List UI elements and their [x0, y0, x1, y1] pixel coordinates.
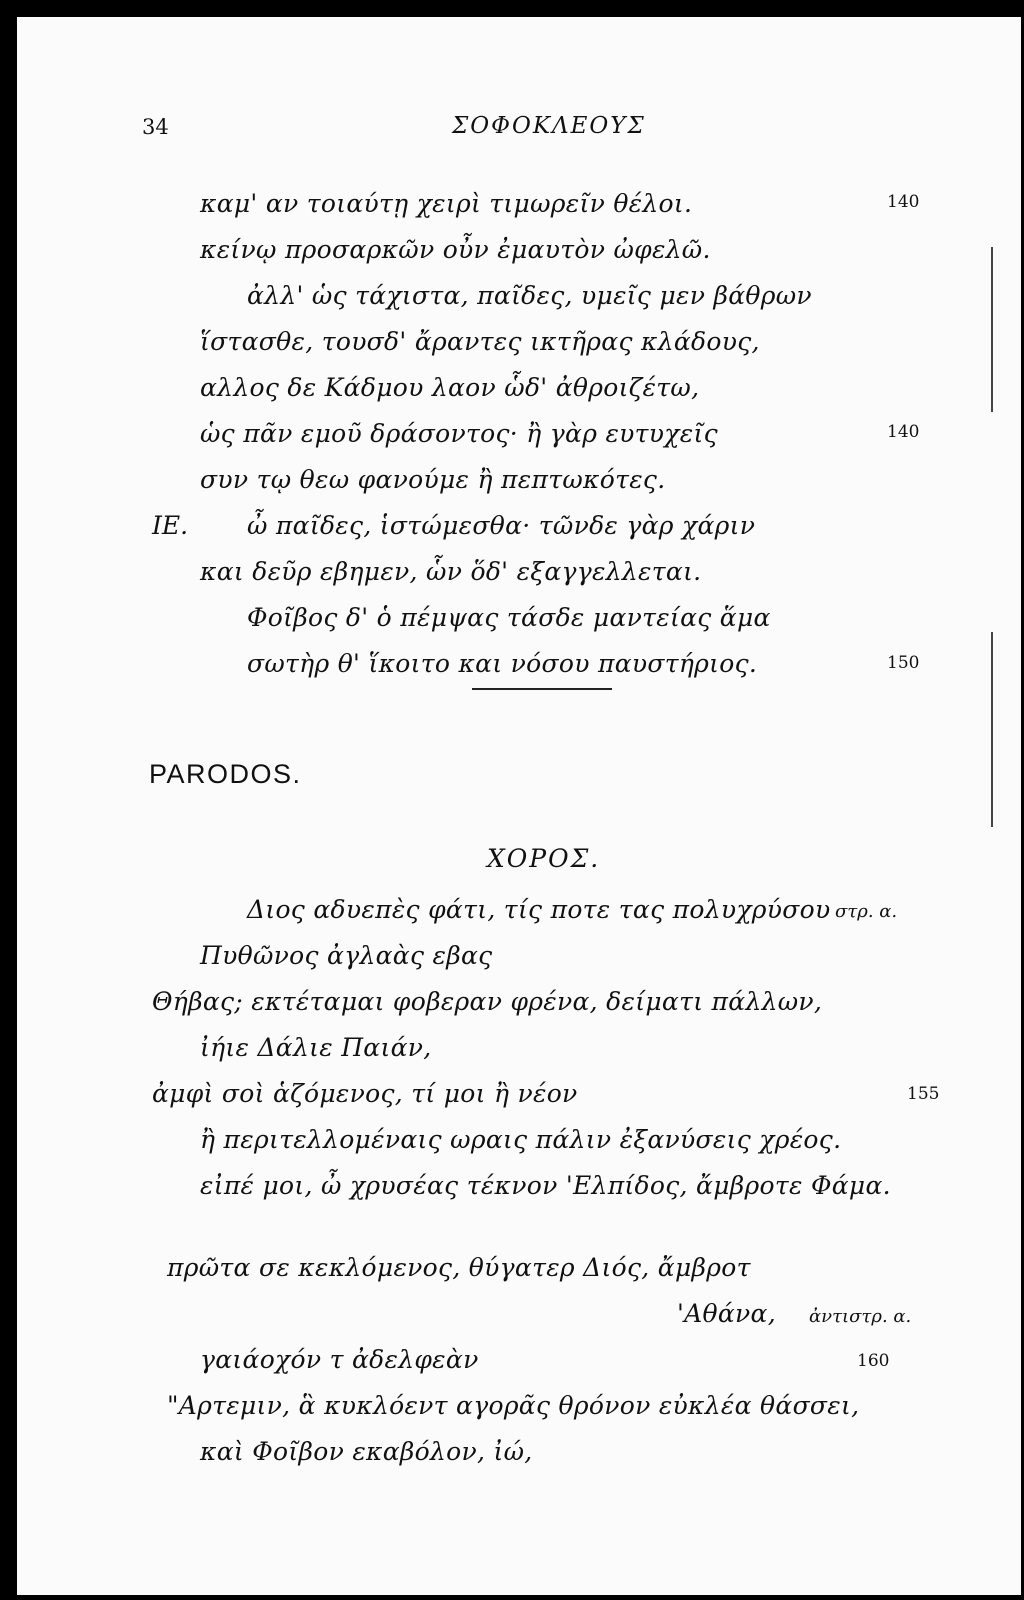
verse-line: συν τῳ θεω φανούμε ἢ πεπτωκότες. [200, 465, 666, 494]
chorus-label: ΧΟΡΟΣ. [487, 844, 601, 873]
book-page [17, 17, 1021, 1595]
verse-line: "Αρτεμιν, ἃ κυκλόεντ αγορᾶς θρόνον εὐκλέα θάσσει, [167, 1391, 860, 1420]
line-number: 160 [857, 1351, 890, 1371]
line-number: 155 [907, 1084, 940, 1104]
speaker-label: IE. [152, 511, 189, 540]
verse-line: καὶ Φοῖβον εκαβόλον, ἰώ, [200, 1437, 533, 1466]
verse-line: ὡς πᾶν εμοῦ δράσοντος· ἢ γὰρ ευτυχεῖς [200, 419, 718, 448]
verse-line: ἵστασθε, τουσδ' ἄραντες ικτῆρας κλάδους, [200, 327, 760, 356]
line-number: 140 [887, 192, 920, 212]
verse-line: γαιάοχόν τ ἀδελφεὰν [200, 1345, 479, 1374]
verse-line: εἰπέ μοι, ὦ χρυσέας τέκνον 'Ελπίδος, ἄμβροτε Φάμα. [200, 1171, 891, 1200]
verse-line: Θήβας; εκτέταμαι φοβεραν φρένα, δείματι πάλλων, [152, 987, 823, 1016]
section-heading: PARODOS. [149, 759, 302, 789]
verse-line: ἀμφὶ σοὶ ἁζόμενος, τί μοι ἢ νέον [152, 1079, 578, 1108]
section-divider [472, 688, 612, 690]
verse-line: ἀλλ' ὡς τάχιστα, παῖδες, υμεῖς μεν βάθρων [247, 281, 812, 310]
verse-line: ἢ περιτελλομέναις ωραις πάλιν ἐξανύσεις χρέος. [200, 1125, 842, 1154]
verse-line: καμ' αν τοιαύτῃ χειρὶ τιμωρεῖν θέλοι. [200, 189, 693, 218]
verse-line: ὦ παῖδες, ἱστώμεσθα· τῶνδε γὰρ χάριν [247, 511, 756, 540]
verse-line: κείνῳ προσαρκῶν οὖν ἐμαυτὸν ὠφελῶ. [200, 235, 711, 264]
margin-mark [991, 247, 993, 412]
running-title: ΣΟΦΟΚΛΕΟΥΣ [452, 113, 646, 139]
verse-line: σωτὴρ θ' ἵκοιτο και νόσου παυστήριος. [247, 649, 758, 678]
margin-mark [991, 632, 993, 827]
verse-line: ἰήιε Δάλιε Παιάν, [200, 1033, 432, 1062]
antistrophe-label: ἀντιστρ. α. [809, 1306, 912, 1327]
page-number: 34 [142, 115, 169, 139]
verse-line: Διος αδυεπὲς φάτι, τίς ποτε τας πολυχρύσου [247, 895, 831, 924]
verse-line: Πυθῶνος ἀγλαὰς εβας [200, 941, 493, 970]
verse-line: 'Αθάνα, [677, 1299, 776, 1328]
strophe-label: στρ. α. [835, 901, 898, 922]
verse-line: πρῶτα σε κεκλόμενος, θύγατερ Διός, ἄμβροτ [167, 1253, 751, 1282]
verse-line: Φοῖβος δ' ὁ πέμψας τάσδε μαντείας ἅμα [247, 603, 771, 632]
verse-line: αλλος δε Κάδμου λαον ὧδ' ἀθροιζέτω, [200, 373, 700, 402]
verse-line: και δεῦρ εβημεν, ὧν ὅδ' εξαγγελλεται. [200, 557, 702, 586]
line-number: 140 [887, 422, 920, 442]
line-number: 150 [887, 653, 920, 673]
